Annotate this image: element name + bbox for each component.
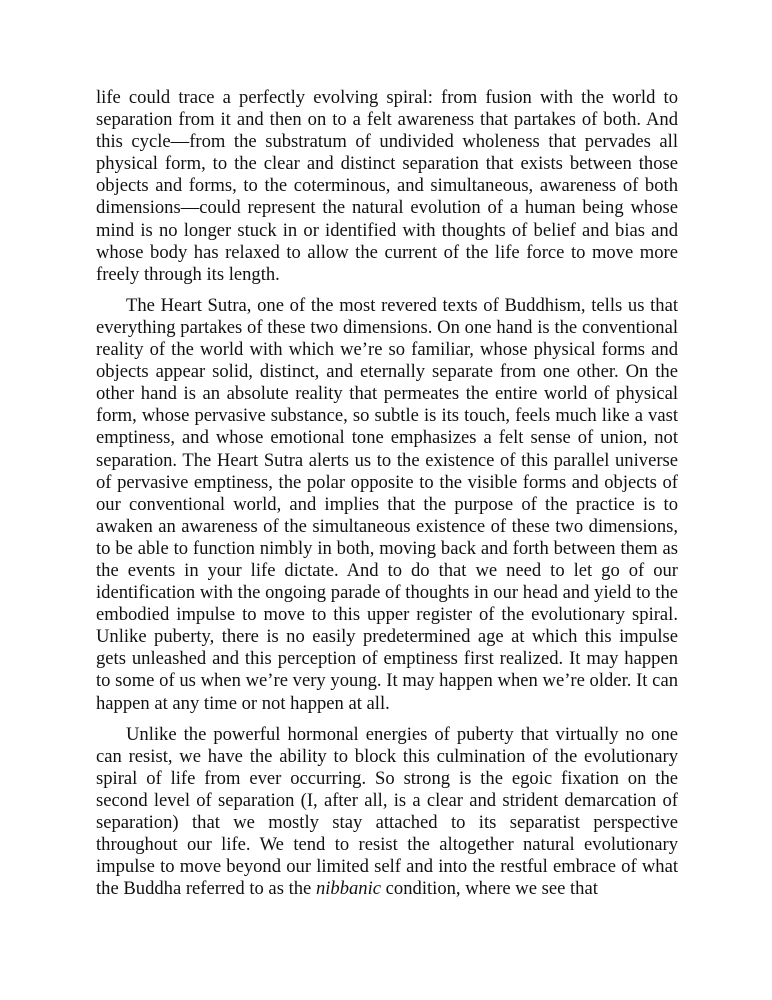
paragraph-3 bbox=[96, 724, 678, 901]
paragraph-3-text-end: condition, where we see that bbox=[381, 878, 598, 900]
book-page bbox=[96, 87, 678, 900]
italic-term: nibbanic bbox=[315, 878, 382, 900]
paragraph-3-text: Unlike the powerful hormonal energies of puberty that virtually no one can resist, we have the ability to block this culmination of the evolutionary spiral of life from ever occurring. So strong is the egoic fixation on the second level of separation (I, after all, is a clear and strident demarcation of separation) that we mostly stay attached to its separatist perspective throughout our life. We tend to resist the altogether natural evolutionary impulse to move beyond our limited self and into the restful embrace of what the Buddha referred to as the bbox=[96, 723, 678, 900]
paragraph-2 bbox=[96, 295, 678, 715]
paragraph-1-text: life could trace a perfectly evolving spiral: from fusion with the world to separation from it and then on to a felt awareness that partakes of both. And this cycle—from the substratum of undivided wholeness that pervades all physical form, to the clear and distinct separation that exists between those objects and forms, to the coterminous, and simultaneous, awareness of both dimensions—could represent the natural evolution of a human being whose mind is no longer stuck in or identified with thoughts of belief and bias and whose body has relaxed to allow the current of the life force to move more freely through its length. bbox=[96, 87, 678, 285]
paragraph-2-text: The Heart Sutra, one of the most revered texts of Buddhism, tells us that everything partakes of these two dimensions. On one hand is the conventional reality of the world with which we’re so familiar, whose physical forms and objects appear solid, distinct, and eternally separate from one other. On the other hand is an absolute reality that permeates the entire world of physical form, whose pervasive substance, so subtle is its touch, feels much like a vast emptiness, and whose emotional tone emphasizes a felt sense of union, not separation. The Heart Sutra alerts us to the existence of this parallel universe of pervasive emptiness, the polar opposite to the visible forms and objects of our conventional world, and implies that the purpose of the practice is to awaken an awareness of the simultaneous existence of these two dimensions, to be able to function nimbly in both, moving back and forth between them as the events in your life dictate. And to do that we need to let go of our identification with the ongoing parade of thoughts in our head and yield to the embodied impulse to move to this upper register of the evolutionary spiral. Unlike puberty, there is no easily predetermined age at which this impulse gets unleashed and this perception of emptiness first realized. It may happen to some of us when we’re very young. It may happen when we’re older. It can happen at any time or not happen at all. bbox=[96, 294, 678, 714]
paragraph-1 bbox=[96, 87, 678, 286]
